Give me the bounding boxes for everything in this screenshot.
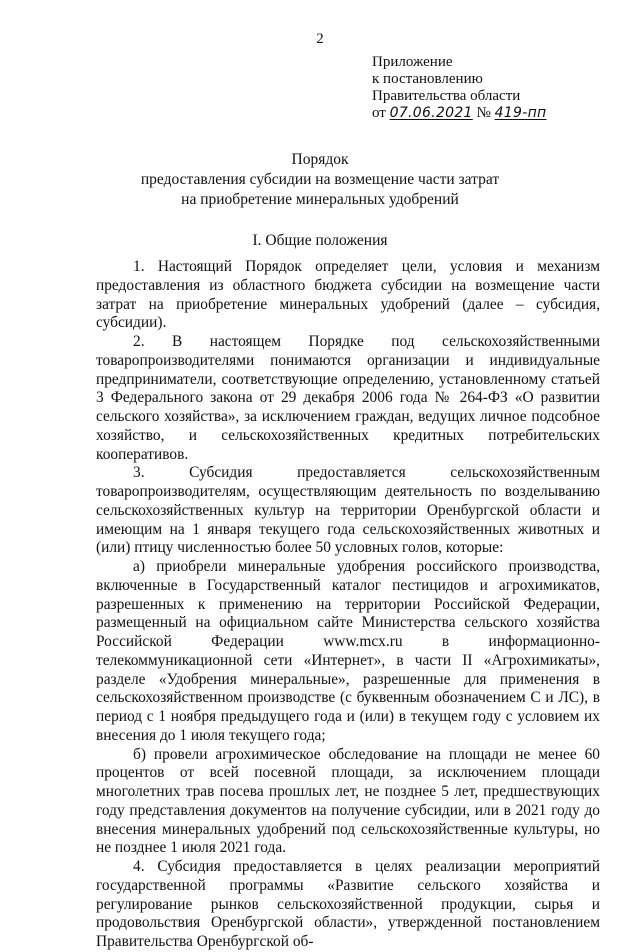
paragraph-3b: б) провели агрохимическое обследование на площади не менее 60 процентов от всей посевной площади, за исключением площади многолетних трав посева прошлых лет, не позднее 5 лет, предшествующих году представления документов на получение субсидии, или в 2021 году до внесения минеральных удобрений под сельскохозяйственные культуры, но не позднее 1 июля 2021 года. [96,745,600,857]
attachment-line-3: Правительства области [372,88,521,104]
title-line-1: Порядок [291,151,349,168]
page-number: 2 [316,31,324,47]
document-title [0,150,640,210]
date-prefix: от [372,105,386,121]
handwritten-date: 07.06.2021 [389,105,473,121]
paragraph-2: 2. В настоящем Порядке под сельскохозяйственными товаропроизводителями понимаются организации и индивидуальные предприниматели, соответствующие определению, установленному статьей 3 Федерального закона от 29 декабря 2006 года № 264-ФЗ «О развитии сельского хозяйства», за исключением граждан, ведущих личное подсобное хозяйство, и сельскохозяйственных кредитных потребительских кооперативов. [96,333,600,463]
paragraph-3: 3. Субсидия предоставляется сельскохозяйственным товаропроизводителям, осуществляющим деятельность по возделыванию сельскохозяйственных культур на территории Оренбургской области и имеющим на 1 января текущего года сельскохозяйственных животных и (или) птицу численностью более 50 условных голов, которые: [96,464,600,557]
attachment-line-1: Приложение [372,54,453,70]
attachment-date-line [372,105,546,122]
attachment-block [372,54,546,122]
title-line-3: на приобретение минеральных удобрений [181,191,459,208]
attachment-line-2: к постановлению [372,71,483,87]
paragraph-3a: а) приобрели минеральные удобрения российского производства, включенные в Государственный каталог пестицидов и агрохимикатов, разрешенных к применению на территории Российской Федерации, размещенный на официальном сайте Министерства сельского хозяйства Российской Федерации www.mcx.ru в информационно-телекоммуникационной сети «Интернет», в части II «Агрохимикаты», разделе «Удобрения минеральные», разрешенные для применения в сельскохозяйственном производстве (с буквенным обозначением С и ЛС), в период с 1 ноября предыдущего года и (или) в текущем году с условием их внесения до 1 июля текущего года; [96,558,600,744]
handwritten-number: 419-пп [494,105,547,121]
paragraph-1: 1. Настоящий Порядок определяет цели, условия и механизм предоставления из областного бюджета субсидии на возмещение части затрат на приобретение минеральных удобрений (далее – субсидия, субсидии). [96,258,600,332]
section-heading: I. Общие положения [252,232,388,249]
document-body [96,258,600,952]
title-line-2: предоставления субсидии на возмещение части затрат [140,171,500,188]
paragraph-4: 4. Субсидия предоставляется в целях реализации мероприятий государственной программы «Развитие сельского хозяйства и регулирование рынков сельскохозяйственной продукции, сырья и продовольствия Оренбургской области», утвержденной постановлением Правительства Оренбургской об- [96,858,600,950]
number-prefix: № [476,105,491,121]
